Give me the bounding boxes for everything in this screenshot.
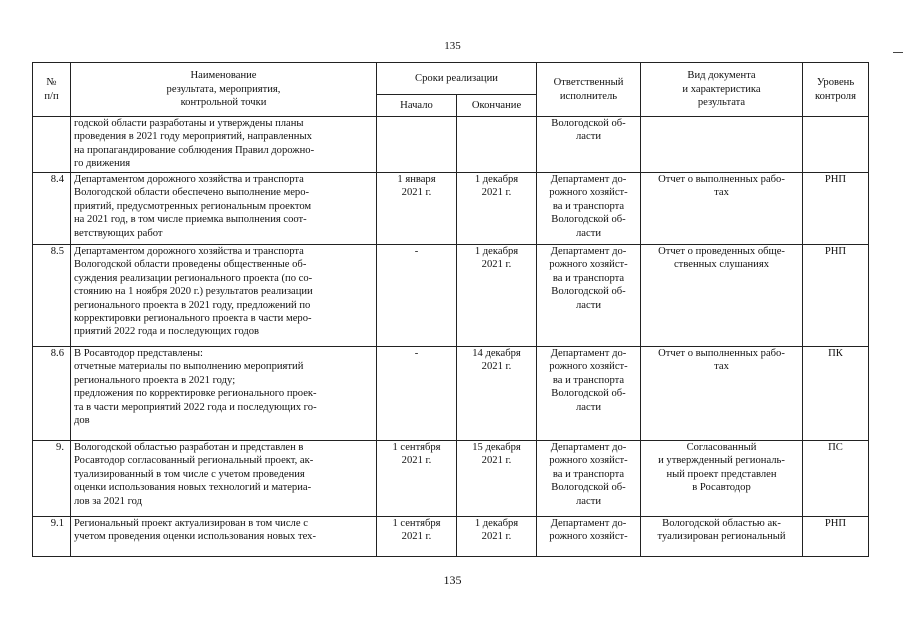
row-end: 14 декабря 2021 г. xyxy=(457,347,537,441)
header-control: Уровень контроля xyxy=(803,63,869,117)
row-doc xyxy=(641,117,803,173)
row-doc: Отчет о выполненных рабо- тах xyxy=(641,347,803,441)
header-terms: Сроки реализации xyxy=(377,63,537,95)
row-num: 8.6 xyxy=(33,347,71,441)
row-end xyxy=(457,117,537,173)
row-doc: Согласованный и утвержденный региональ- ный проект представлен в Росавтодор xyxy=(641,441,803,517)
table-row xyxy=(33,517,869,557)
row-responsible: Департамент до- рожного хозяйст- xyxy=(537,517,641,557)
row-name: В Росавтодор представлены: отчетные материалы по выполнению мероприятий регионального проекта в 2021 году; предложения по корректировке регионального проек- та в части мероприятий 2022 года и последующих го- дов xyxy=(71,347,377,441)
row-responsible: Департамент до- рожного хозяйст- ва и транспорта Вологодской об- ласти xyxy=(537,173,641,245)
row-num: 8.4 xyxy=(33,173,71,245)
header-start: Начало xyxy=(377,95,457,117)
row-responsible: Департамент до- рожного хозяйст- ва и транспорта Вологодской об- ласти xyxy=(537,441,641,517)
header-name: Наименование результата, мероприятия, контрольной точки xyxy=(71,63,377,117)
row-control: РНП xyxy=(803,245,869,347)
row-start xyxy=(377,117,457,173)
page-number-bottom: 135 xyxy=(443,573,462,587)
row-end: 1 декабря 2021 г. xyxy=(457,245,537,347)
row-end: 1 декабря 2021 г. xyxy=(457,517,537,557)
row-doc: Отчет о проведенных обще- ственных слушаниях xyxy=(641,245,803,347)
row-name: годской области разработаны и утверждены планы проведения в 2021 году мероприятий, направленных на пропагандирование соблюдения Правил дорожно- го движения xyxy=(71,117,377,173)
row-end: 15 декабря 2021 г. xyxy=(457,441,537,517)
row-responsible: Департамент до- рожного хозяйст- ва и транспорта Вологодской об- ласти xyxy=(537,245,641,347)
row-name: Региональный проект актуализирован в том числе с учетом проведения оценки использования новых тех- xyxy=(71,517,377,557)
table-row xyxy=(33,245,869,347)
row-end: 1 декабря 2021 г. xyxy=(457,173,537,245)
row-num: 9.1 xyxy=(33,517,71,557)
row-name: Вологодской областью разработан и представлен в Росавтодор согласованный региональный проект, ак- туализированный в том числе с учетом проведения оценки использования новых технологий и материа- лов за 2021 год xyxy=(71,441,377,517)
row-doc: Отчет о выполненных рабо- тах xyxy=(641,173,803,245)
plan-table xyxy=(32,62,869,557)
table-row xyxy=(33,173,869,245)
row-start: 1 сентября 2021 г. xyxy=(377,441,457,517)
row-control xyxy=(803,117,869,173)
header-num: № п/п xyxy=(33,63,71,117)
row-responsible: Вологодской об- ласти xyxy=(537,117,641,173)
table-row xyxy=(33,441,869,517)
row-start: - xyxy=(377,245,457,347)
row-start: 1 января 2021 г. xyxy=(377,173,457,245)
header-responsible: Ответственный исполнитель xyxy=(537,63,641,117)
header-doc-type: Вид документа и характеристика результата xyxy=(641,63,803,117)
row-name: Департаментом дорожного хозяйства и транспорта Вологодской области проведены общественные об- суждения реализации регионального проекта (по со- стоянию на 1 ноября 2020 г.) результатов реализации регионального проекта в 2021 году, предложений по корректировки регионального проекта в части меро- приятий 2022 года и последующих годов xyxy=(71,245,377,347)
row-responsible: Департамент до- рожного хозяйст- ва и транспорта Вологодской об- ласти xyxy=(537,347,641,441)
row-num xyxy=(33,117,71,173)
page-number-top: 135 xyxy=(444,40,461,52)
header-end: Окончание xyxy=(457,95,537,117)
row-start: 1 сентября 2021 г. xyxy=(377,517,457,557)
row-control: РНП xyxy=(803,173,869,245)
row-num: 9. xyxy=(33,441,71,517)
row-name: Департаментом дорожного хозяйства и транспорта Вологодской области обеспечено выполнение меро- приятий, предусмотренных региональным проектом на 2021 год, в том числе приемка выполнения соот- ветствующих работ xyxy=(71,173,377,245)
row-num: 8.5 xyxy=(33,245,71,347)
row-control: ПК xyxy=(803,347,869,441)
table-row xyxy=(33,117,869,173)
corner-mark xyxy=(893,52,903,53)
row-control: ПС xyxy=(803,441,869,517)
row-control: РНП xyxy=(803,517,869,557)
table-row xyxy=(33,347,869,441)
row-doc: Вологодской областью ак- туализирован региональный xyxy=(641,517,803,557)
row-start: - xyxy=(377,347,457,441)
